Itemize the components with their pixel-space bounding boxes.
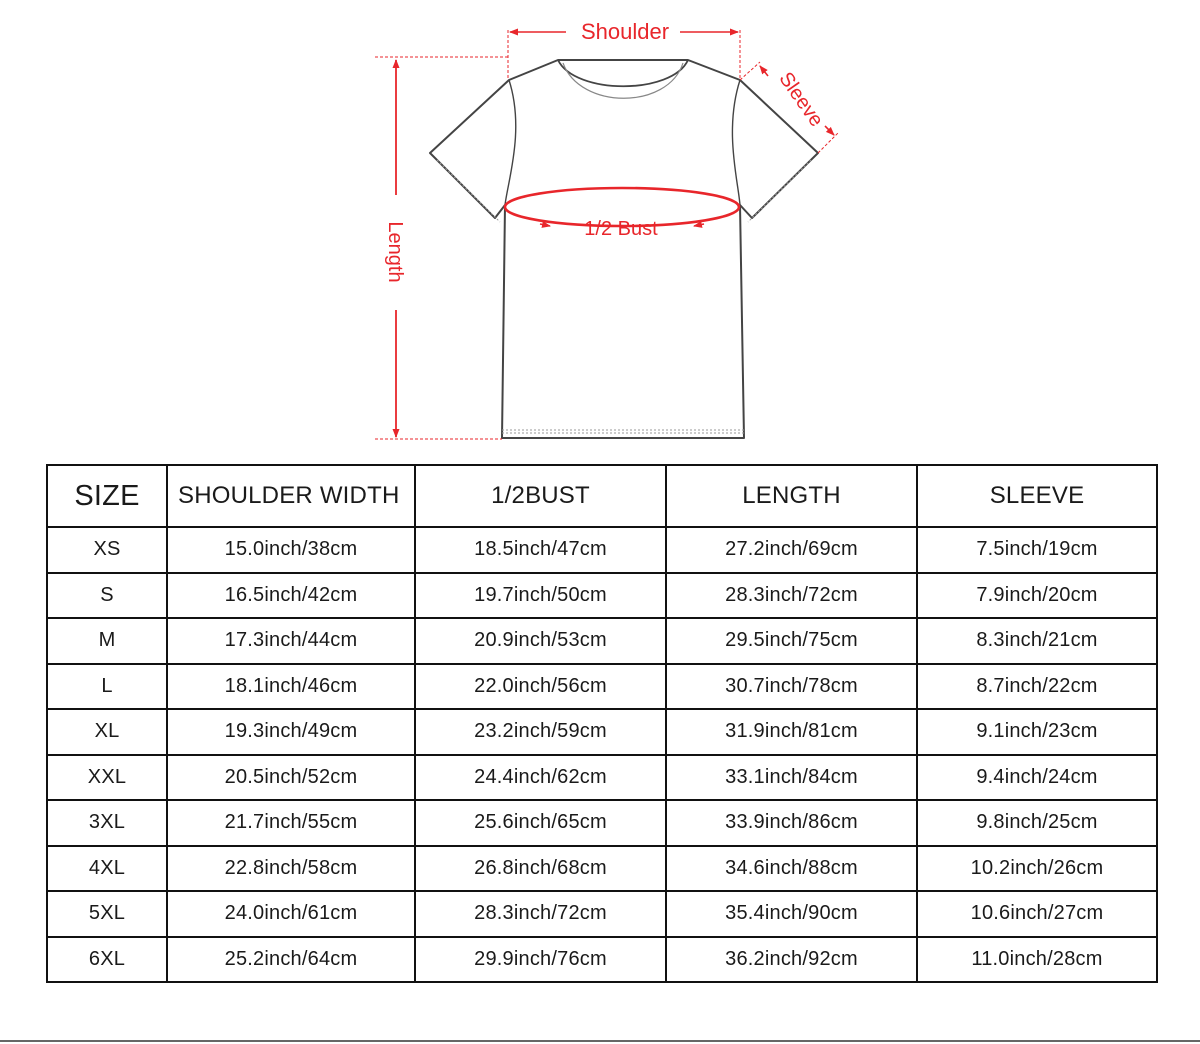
- table-row: [47, 800, 1157, 846]
- sleeve-label: Sleeve: [774, 68, 828, 131]
- tshirt-icon: [430, 60, 818, 438]
- header-length: LENGTH: [666, 465, 917, 527]
- size-cell: 3XL: [47, 800, 167, 846]
- bust-cell: 22.0inch/56cm: [415, 664, 666, 710]
- table-row: [47, 573, 1157, 619]
- table-row: [47, 891, 1157, 937]
- header-bust: 1/2BUST: [415, 465, 666, 527]
- shoulder-width-cell: 16.5inch/42cm: [167, 573, 415, 619]
- table-row: [47, 527, 1157, 573]
- shoulder-width-cell: 15.0inch/38cm: [167, 527, 415, 573]
- bust-cell: 23.2inch/59cm: [415, 709, 666, 755]
- size-cell: XL: [47, 709, 167, 755]
- length-cell: 30.7inch/78cm: [666, 664, 917, 710]
- size-cell: 4XL: [47, 846, 167, 892]
- table-row: [47, 664, 1157, 710]
- table-row: [47, 709, 1157, 755]
- bust-cell: 24.4inch/62cm: [415, 755, 666, 801]
- tshirt-measurement-diagram: [0, 0, 1200, 460]
- bust-cell: 26.8inch/68cm: [415, 846, 666, 892]
- bust-cell: 18.5inch/47cm: [415, 527, 666, 573]
- bust-cell: 25.6inch/65cm: [415, 800, 666, 846]
- sleeve-cell: 9.4inch/24cm: [917, 755, 1157, 801]
- length-cell: 29.5inch/75cm: [666, 618, 917, 664]
- bust-cell: 19.7inch/50cm: [415, 573, 666, 619]
- sleeve-cell: 7.5inch/19cm: [917, 527, 1157, 573]
- length-cell: 27.2inch/69cm: [666, 527, 917, 573]
- shoulder-width-cell: 18.1inch/46cm: [167, 664, 415, 710]
- length-cell: 35.4inch/90cm: [666, 891, 917, 937]
- size-cell: 6XL: [47, 937, 167, 983]
- shoulder-width-cell: 20.5inch/52cm: [167, 755, 415, 801]
- header-size: SIZE: [47, 465, 167, 527]
- shoulder-label: Shoulder: [580, 19, 670, 44]
- header-shoulder-width: SHOULDER WIDTH: [167, 465, 415, 527]
- size-chart-table: [46, 464, 1158, 983]
- shoulder-width-cell: 17.3inch/44cm: [167, 618, 415, 664]
- bottom-divider: [0, 1040, 1200, 1042]
- sleeve-cell: 10.2inch/26cm: [917, 846, 1157, 892]
- bust-label: 1/2 Bust: [584, 218, 658, 240]
- header-sleeve: SLEEVE: [917, 465, 1157, 527]
- size-cell: S: [47, 573, 167, 619]
- length-cell: 33.1inch/84cm: [666, 755, 917, 801]
- bust-cell: 20.9inch/53cm: [415, 618, 666, 664]
- bust-cell: 28.3inch/72cm: [415, 891, 666, 937]
- size-cell: L: [47, 664, 167, 710]
- sleeve-cell: 9.1inch/23cm: [917, 709, 1157, 755]
- table-header-row: [47, 465, 1157, 527]
- length-cell: 34.6inch/88cm: [666, 846, 917, 892]
- table-row: [47, 846, 1157, 892]
- length-cell: 31.9inch/81cm: [666, 709, 917, 755]
- table-row: [47, 618, 1157, 664]
- sleeve-cell: 7.9inch/20cm: [917, 573, 1157, 619]
- table-row: [47, 755, 1157, 801]
- shoulder-width-cell: 25.2inch/64cm: [167, 937, 415, 983]
- table-row: [47, 937, 1157, 983]
- bust-cell: 29.9inch/76cm: [415, 937, 666, 983]
- sleeve-cell: 8.7inch/22cm: [917, 664, 1157, 710]
- size-cell: XS: [47, 527, 167, 573]
- sleeve-cell: 9.8inch/25cm: [917, 800, 1157, 846]
- length-label: Length: [384, 221, 406, 283]
- shoulder-width-cell: 21.7inch/55cm: [167, 800, 415, 846]
- size-cell: 5XL: [47, 891, 167, 937]
- length-cell: 36.2inch/92cm: [666, 937, 917, 983]
- sleeve-cell: 10.6inch/27cm: [917, 891, 1157, 937]
- shoulder-width-cell: 22.8inch/58cm: [167, 846, 415, 892]
- sleeve-cell: 11.0inch/28cm: [917, 937, 1157, 983]
- shoulder-width-cell: 24.0inch/61cm: [167, 891, 415, 937]
- length-cell: 28.3inch/72cm: [666, 573, 917, 619]
- size-cell: XXL: [47, 755, 167, 801]
- size-cell: M: [47, 618, 167, 664]
- length-cell: 33.9inch/86cm: [666, 800, 917, 846]
- sleeve-cell: 8.3inch/21cm: [917, 618, 1157, 664]
- shoulder-width-cell: 19.3inch/49cm: [167, 709, 415, 755]
